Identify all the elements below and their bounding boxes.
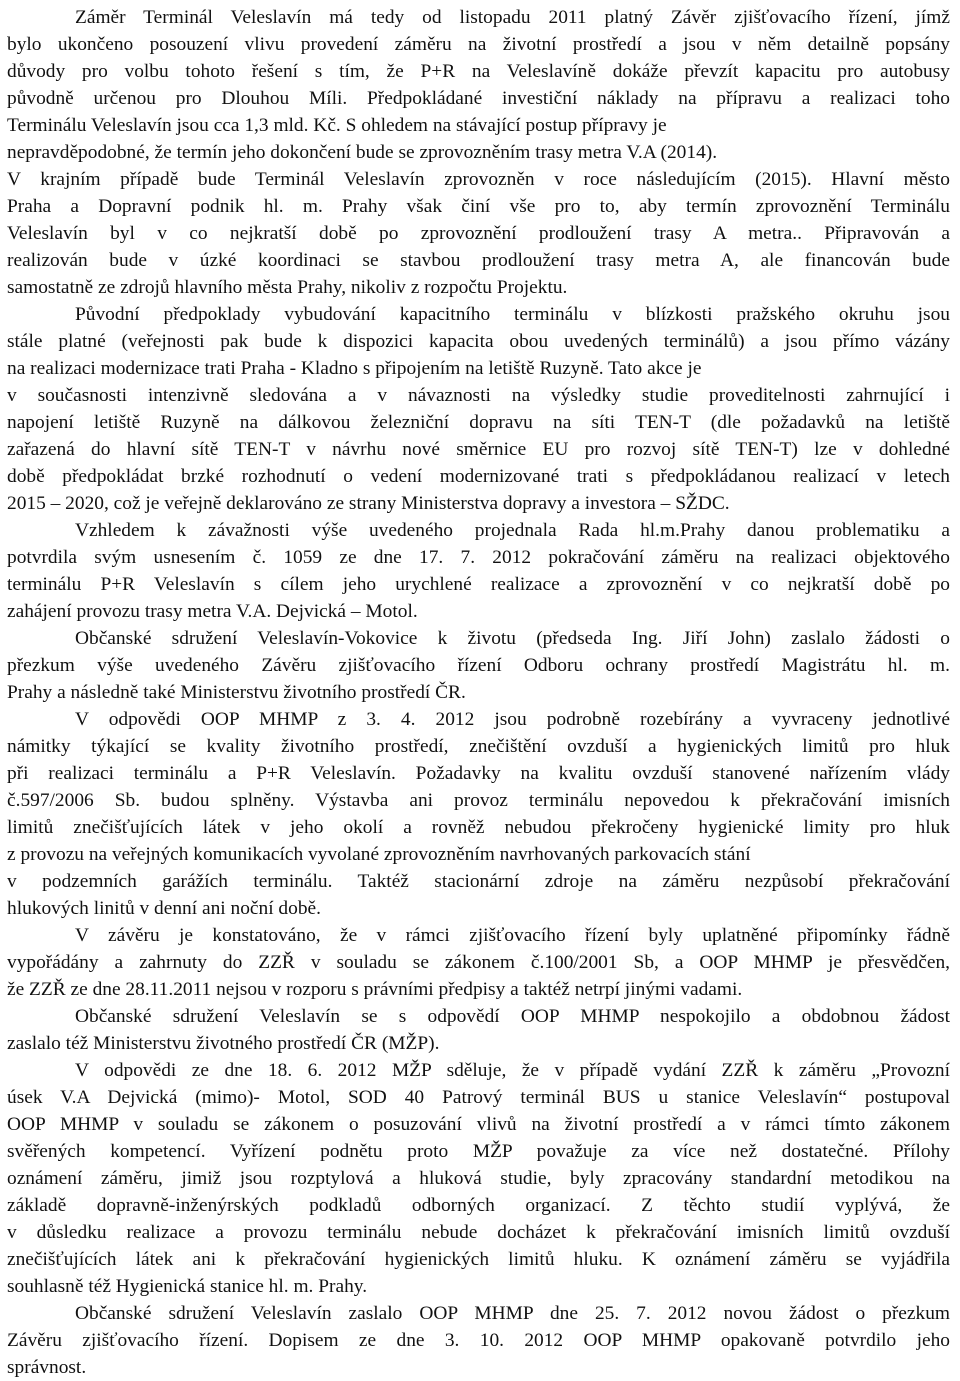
text-line: Prahy a následně také Ministerstvu životního prostředí ČR. <box>7 682 466 703</box>
text-line: svěřených kompetencí. Vyřízení podnětu proto MŽP považuje za více než dostatečné. Přílohy <box>7 1141 950 1162</box>
text-line: důvody pro volbu tohoto řešení s tím, že P+R na Veleslavíně dokáže převzít kapacitu pro autobusy <box>7 61 950 82</box>
text-line: limitů znečišťujících látek v jeho okolí a rovněž nebudou překročeny hygienické limity pro hluk <box>7 817 950 838</box>
text-line: původně určenou pro Dlouhou Míli. Předpokládané investiční náklady na přípravu a realizaci toho <box>7 88 950 109</box>
text-line: Občanské sdružení Veleslavín zaslalo OOP MHMP dne 25. 7. 2012 novou žádost o přezkum <box>75 1303 950 1324</box>
text-line: vypořádány a zahrnuty do ZZŘ v souladu se zákonem č.100/2001 Sb, a OOP MHMP je přesvědčen, <box>7 952 950 973</box>
text-line: Vzhledem k závažnosti výše uvedeného projednala Rada hl.m.Prahy danou problematiku a <box>75 520 950 541</box>
text-line: námitky týkající se kvality životního prostředí, znečištění ovzduší a hygienických limitů pro hluk <box>7 736 950 757</box>
text-line: Původní předpoklady vybudování kapacitního terminálu v blízkosti pražského okruhu jsou <box>75 304 950 325</box>
text-line: V závěru je konstatováno, že v rámci zjišťovacího řízení byly uplatněné připomínky řádně <box>75 925 950 946</box>
paragraph <box>7 706 950 922</box>
text-line: zařazená do hlavní sítě TEN-T v návrhu nové směrnice EU pro rozvoj sítě TEN-T) lze v dohledné <box>7 439 950 460</box>
text-line: OOP MHMP v souladu se zákonem o posuzování vlivů na životní prostředí a v rámci tímto zákonem <box>7 1114 950 1135</box>
text-line: 2015 – 2020, což je veřejně deklarováno ze strany Ministerstva dopravy a investora – SŽDC. <box>7 493 730 514</box>
text-line: přezkum výše uvedeného Závěru zjišťovacího řízení Odboru ochrany prostředí Magistrátu hl. m. <box>7 655 950 676</box>
text-line: že ZZŘ ze dne 28.11.2011 nejsou v rozporu s právními předpisy a taktéž netrpí jinými vadami. <box>7 979 743 1000</box>
text-line: základě dopravně-inženýrských podkladů odborných organizací. Z těchto studií vyplývá, že <box>7 1195 950 1216</box>
text-line: Občanské sdružení Veleslavín-Vokovice k životu (předseda Ing. Jiří John) zaslalo žádosti o <box>75 628 950 649</box>
text-line: č.597/2006 Sb. budou splněny. Výstavba ani provoz terminálu nepovedou k překračování imisních <box>7 790 950 811</box>
text-line: V odpovědi ze dne 18. 6. 2012 MŽP sděluje, že v případě vydání ZZŘ k záměru „Provozní <box>75 1060 950 1081</box>
text-line: bylo ukončeno posouzení vlivu provedení záměru na životní prostředí a jsou v něm detailně popsány <box>7 34 950 55</box>
text-line: napojení letiště Ruzyně na dálkovou železniční dopravu na síti TEN-T (dle požadavků na letiště <box>7 412 950 433</box>
text-line: Občanské sdružení Veleslavín se s odpovědí OOP MHMP nespokojilo a obdobnou žádost <box>75 1006 950 1027</box>
paragraph <box>7 922 950 1003</box>
paragraph <box>7 517 950 625</box>
text-line: Veleslavín byl v co nejkratší době po zprovoznění prodloužení trasy A metra.. Připravován a <box>7 223 950 244</box>
text-line: v současnosti intenzivně sledována a v návaznosti na výsledky studie proveditelnosti zahrnující i <box>7 385 950 406</box>
text-line: samostatně ze zdrojů hlavního města Prahy, nikoliv z rozpočtu Projektu. <box>7 277 568 298</box>
text-line: době předpokládat brzké rozhodnutí o vedení modernizované trati s předpokládanou realizací v letech <box>7 466 950 487</box>
text-line: oznámení záměru, jimiž jsou rozptylová a hluková studie, byly zpracovány standardní metodikou na <box>7 1168 950 1189</box>
text-line: stále platné (veřejnosti pak bude k dispozici kapacita obou uvedených terminálů) a jsou přímo vázány <box>7 331 950 352</box>
text-line: realizován bude v úzké koordinaci se stavbou prodloužení trasy metra A, ale financován bude <box>7 250 950 271</box>
text-line: V odpovědi OOP MHMP z 3. 4. 2012 jsou podrobně rozebírány a vyvraceny jednotlivé <box>75 709 950 730</box>
text-line: správnost. <box>7 1357 87 1378</box>
text-line: zaslalo též Ministerstvu životného prostředí ČR (MŽP). <box>7 1033 440 1054</box>
text-line: Závěru zjišťovacího řízení. Dopisem ze dne 3. 10. 2012 OOP MHMP opakovaně potvrdilo jeho <box>7 1330 950 1351</box>
text-line: zahájení provozu trasy metra V.A. Dejvická – Motol. <box>7 601 418 622</box>
text-line: z provozu na veřejných komunikacích vyvolané zprovozněním navrhovaných parkovacích stání <box>7 844 751 865</box>
text-line: Terminálu Veleslavín jsou cca 1,3 mld. Kč. S ohledem na stávající postup přípravy je <box>7 115 667 136</box>
text-line: úsek V.A Dejvická (mimo)- Motol, SOD 40 Patrový terminál BUS u stanice Veleslavín“ postupoval <box>7 1087 950 1108</box>
paragraph <box>7 1300 950 1381</box>
text-line: Praha a Dopravní podnik hl. m. Prahy však činí vše pro to, aby termín zprovoznění Terminálu <box>7 196 950 217</box>
text-line: terminálu P+R Veleslavín s cílem jeho urychlené realizace a zprovoznění v co nejkratší době po <box>7 574 950 595</box>
paragraph <box>7 625 950 706</box>
text-line: na realizaci modernizace trati Praha - Kladno s připojením na letiště Ruzyně. Tato akce je <box>7 358 702 379</box>
text-line: Záměr Terminál Veleslavín má tedy od listopadu 2011 platný Závěr zjišťovacího řízení, jímž <box>75 7 950 28</box>
text-line: nepravděpodobné, že termín jeho dokončení bude se zprovozněním trasy metra V.A (2014). <box>7 142 718 163</box>
text-line: souhlasně též Hygienická stanice hl. m. Prahy. <box>7 1276 368 1297</box>
paragraph <box>7 301 950 517</box>
text-line: hlukových linitů v denní ani noční době. <box>7 898 321 919</box>
text-line: znečišťujících látek ani k překračování hygienických limitů hluku. K oznámení záměru se vyjádřila <box>7 1249 950 1270</box>
paragraph <box>7 1003 950 1057</box>
paragraph <box>7 4 950 301</box>
text-line: v podzemních garážích terminálu. Taktéž stacionární zdroje na záměru nezpůsobí překračování <box>7 871 950 892</box>
text-line: při realizaci terminálu a P+R Veleslavín. Požadavky na kvalitu ovzduší stanovené nařízením vlády <box>7 763 950 784</box>
text-line: V krajním případě bude Terminál Veleslavín zprovozněn v roce následujícím (2015). Hlavní město <box>7 169 950 190</box>
paragraph <box>7 1057 950 1300</box>
text-line: v důsledku realizace a provozu terminálu nebude docházet k překračování imisních limitů ovzduší <box>7 1222 950 1243</box>
text-line: potvrdila svým usnesením č. 1059 ze dne 17. 7. 2012 pokračování záměru na realizaci objektového <box>7 547 950 568</box>
